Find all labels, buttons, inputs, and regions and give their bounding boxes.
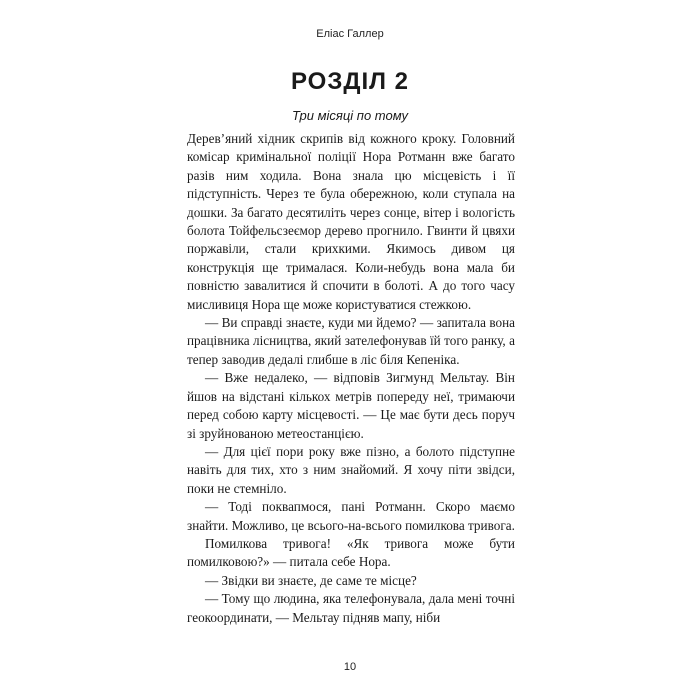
paragraph: — Тоді поквапмося, пані Ротманн. Скоро маємо знайти. Можливо, це всього-на-всього помилкова тривога.: [187, 499, 515, 533]
paragraph: Дерев’яний хідник скрипів від кожного кроку. Головний комісар кримінальної поліції Нора Ротманн вже багато разів ним ходила. Вона знала цю місцевість і її підступність. Через те була обережною, коли ступала на дошки. За багато десятиліть через сонце, вітер і вологість болота Тойфельсзеємор дерево прогнило. Гвинти й цвяхи поржавіли, стали крихкими. Якимось дивом ця конструкція ще трималася. Коли-небудь вона мала би повністю завалитися й спочити в болоті. А до того часу мисливиця Нора ще може користуватися стежкою.: [187, 131, 515, 312]
body-text: [187, 130, 515, 627]
chapter-subtitle: Три місяці по тому: [292, 108, 408, 123]
paragraph: — Звідки ви знаєте, де саме те місце?: [205, 572, 417, 588]
paragraph: — Вже недалеко, — відповів Зигмунд Мельтау. Він йшов на відстані кількох метрів попереду неї, тримаючи перед собою карту місцевості. — Це має бути десь поруч зі зруйнованою метеостанцією.: [187, 370, 515, 441]
paragraph: — Тому що людина, яка телефонувала, дала мені точні геокоординати, — Мельтау підняв мапу, ніби: [187, 591, 515, 625]
page-number: 10: [343, 661, 357, 673]
paragraph: Помилкова тривога! «Як тривога може бути помилковою?» — питала себе Нора.: [187, 535, 515, 570]
paragraph: — Ви справді знаєте, куди ми йдемо? — запитала вона працівника лісництва, який зателефонував їй того ранку, а тепер заводив дедалі глибше в ліс біля Кепеніка.: [187, 315, 515, 367]
paragraph: — Для цієї пори року вже пізно, а болото підступне навіть для тих, хто з ним знайомий. Я хочу піти звідси, поки не стемніло.: [187, 443, 515, 496]
chapter-title: РОЗДІЛ 2: [290, 68, 409, 95]
running-head: Еліас Галлер: [316, 28, 384, 40]
